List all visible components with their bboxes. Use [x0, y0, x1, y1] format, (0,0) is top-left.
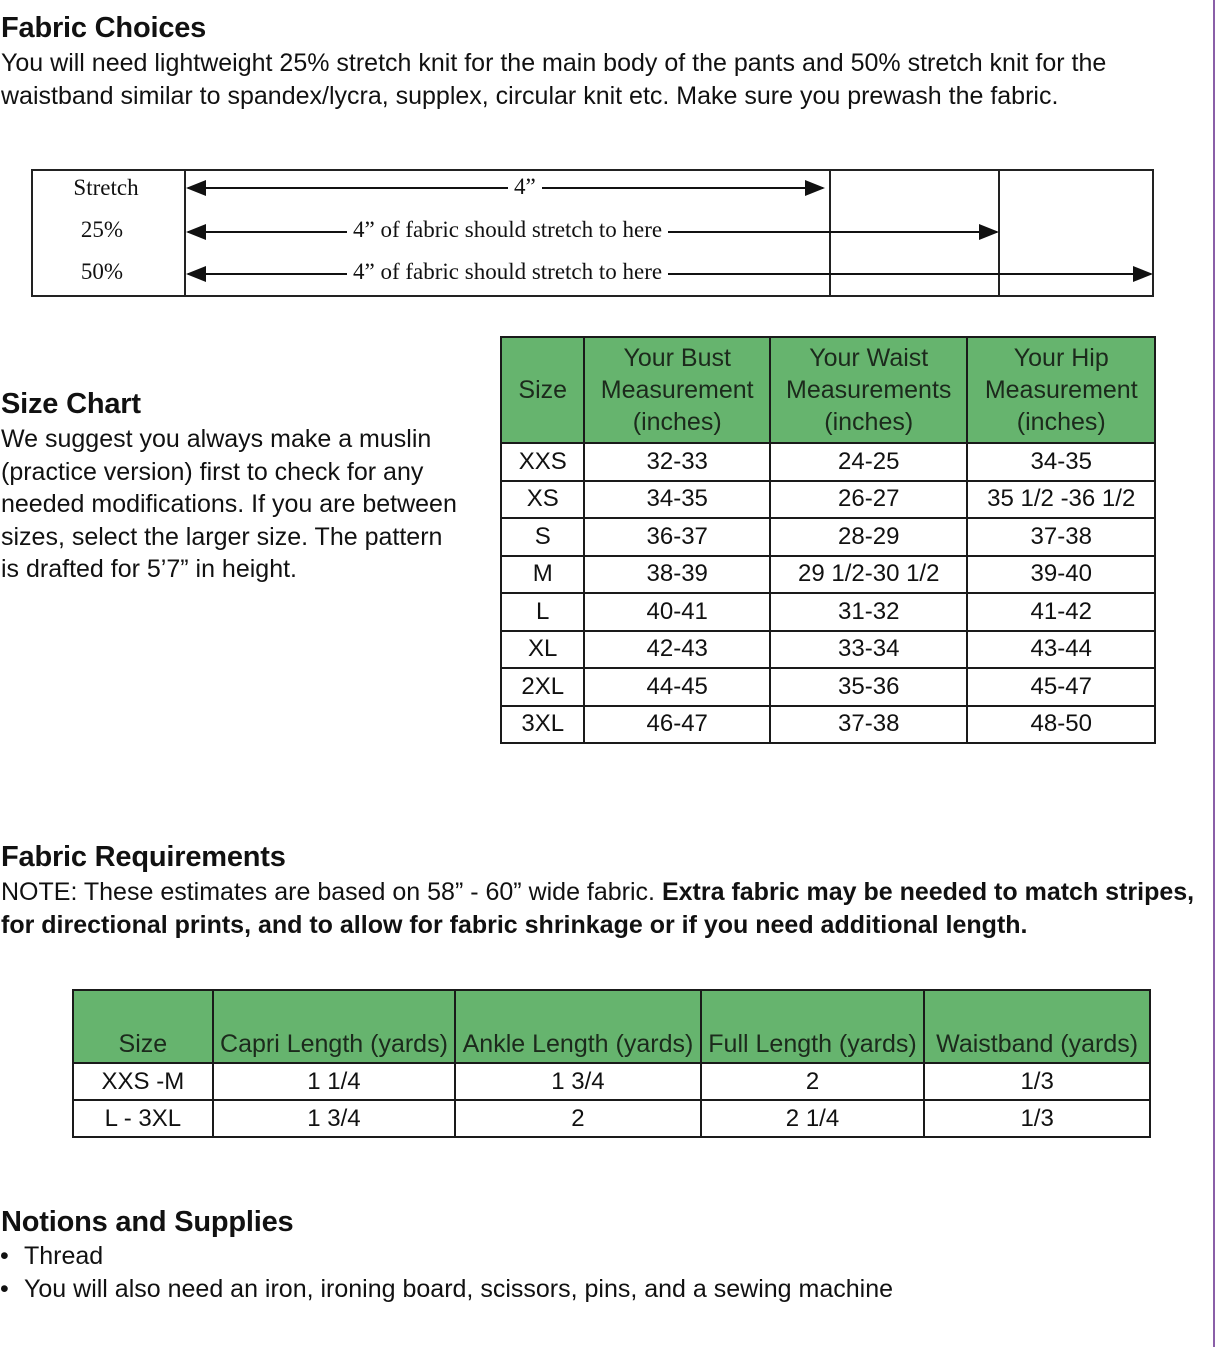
capri-col-header: Capri Length (yards) — [213, 990, 456, 1063]
size-table-row — [501, 556, 1155, 594]
hip-cell: 34-35 — [967, 443, 1155, 481]
fabric-size-col-header: Size — [73, 990, 213, 1063]
size-chart-text: We suggest you always make a muslin (practice version) first to check for any needed modifications. If you are between sizes, select the larger size. The pattern is drafted for 5’7” in height. — [1, 425, 457, 583]
notions-item-text: Thread — [24, 1242, 104, 1270]
size-range-cell: L - 3XL — [73, 1100, 213, 1137]
hip-col-header: Your Hip Measurement (inches) — [967, 337, 1155, 443]
bust-cell: 34-35 — [584, 481, 770, 519]
hip-cell: 37-38 — [967, 518, 1155, 556]
size-table-row — [501, 593, 1155, 631]
size-chart-table — [500, 336, 1156, 744]
stretch-25-text: 4” of fabric should stretch to here — [347, 217, 668, 243]
waist-cell: 31-32 — [770, 593, 968, 631]
bust-cell: 46-47 — [584, 706, 770, 744]
waist-cell: 29 1/2-30 1/2 — [770, 556, 968, 594]
waist-cell: 37-38 — [770, 706, 968, 744]
bust-cell: 40-41 — [584, 593, 770, 631]
size-range-cell: XXS -M — [73, 1063, 213, 1100]
full-cell: 2 — [701, 1063, 925, 1100]
capri-cell: 1 1/4 — [213, 1063, 456, 1100]
size-cell: L — [501, 593, 584, 631]
size-cell: XXS — [501, 443, 584, 481]
waist-cell: 28-29 — [770, 518, 968, 556]
waistband-col-header: Waistband (yards) — [924, 990, 1150, 1063]
note-regular-text: NOTE: These estimates are based on 58” - 60” wide fabric. — [1, 878, 656, 906]
hip-cell: 45-47 — [967, 668, 1155, 706]
stretch-guide-diagram — [31, 169, 1154, 297]
stretch-row-label: Stretch — [73, 175, 139, 200]
hip-cell: 48-50 — [967, 706, 1155, 744]
capri-cell: 1 3/4 — [213, 1100, 456, 1137]
waist-cell: 24-25 — [770, 443, 968, 481]
size-cell: XL — [501, 631, 584, 669]
waistband-cell: 1/3 — [924, 1100, 1150, 1137]
stretch-50-label: 50% — [80, 259, 124, 284]
size-cell: M — [501, 556, 584, 594]
size-cell: S — [501, 518, 584, 556]
ankle-col-header: Ankle Length (yards) — [455, 990, 701, 1063]
notions-item-text: You will also need an iron, ironing board, scissors, pins, and a sewing machine — [24, 1275, 894, 1303]
notions-list — [0, 1240, 893, 1306]
size-table-row — [501, 706, 1155, 744]
waistband-cell: 1/3 — [924, 1063, 1150, 1100]
hip-cell: 43-44 — [967, 631, 1155, 669]
notions-list-item — [0, 1240, 893, 1273]
fabric-choices-text: You will need lightweight 25% stretch knit for the main body of the pants and 50% stretch knit for the waistband similar to spandex/lycra, supplex, circular knit etc. Make sure you prewash the fabric. — [1, 49, 1107, 110]
page-edge-rule — [1213, 0, 1215, 1347]
notions-list-item — [0, 1273, 893, 1306]
size-chart-heading: Size Chart — [1, 388, 141, 420]
bust-cell: 42-43 — [584, 631, 770, 669]
fabric-requirements-note — [1, 876, 1216, 941]
fabric-requirements-heading: Fabric Requirements — [1, 841, 286, 873]
stretch-4in-text: 4” — [508, 174, 542, 200]
waist-cell: 26-27 — [770, 481, 968, 519]
waist-cell: 33-34 — [770, 631, 968, 669]
hip-cell: 41-42 — [967, 593, 1155, 631]
full-cell: 2 1/4 — [701, 1100, 925, 1137]
bullet-icon: • — [0, 1275, 9, 1303]
ankle-cell: 1 3/4 — [455, 1063, 701, 1100]
size-cell: 3XL — [501, 706, 584, 744]
fabric-requirements-table — [72, 989, 1151, 1138]
ankle-cell: 2 — [455, 1100, 701, 1137]
size-cell: XS — [501, 481, 584, 519]
hip-cell: 39-40 — [967, 556, 1155, 594]
full-col-header: Full Length (yards) — [701, 990, 925, 1063]
fabric-table-row — [73, 1063, 1150, 1100]
note-bold-text: Extra fabric may be needed to match stripes, for directional prints, and to allow for fabric shrinkage or if you need additional length. — [1, 878, 1195, 939]
bullet-icon: • — [0, 1242, 9, 1270]
stretch-25-label: 25% — [80, 217, 124, 242]
notions-heading: Notions and Supplies — [1, 1206, 294, 1238]
size-table-row — [501, 631, 1155, 669]
waist-col-header: Your Waist Measurements (inches) — [770, 337, 968, 443]
hip-cell: 35 1/2 -36 1/2 — [967, 481, 1155, 519]
bust-cell: 44-45 — [584, 668, 770, 706]
bust-cell: 32-33 — [584, 443, 770, 481]
fabric-table-row — [73, 1100, 1150, 1137]
bust-cell: 38-39 — [584, 556, 770, 594]
size-col-header: Size — [501, 337, 584, 443]
fabric-table-header-row — [73, 990, 1150, 1063]
size-table-row — [501, 668, 1155, 706]
size-table-row — [501, 481, 1155, 519]
bust-cell: 36-37 — [584, 518, 770, 556]
stretch-50-text: 4” of fabric should stretch to here — [347, 259, 668, 285]
bust-col-header: Your Bust Measurement (inches) — [584, 337, 770, 443]
size-table-row — [501, 518, 1155, 556]
size-table-row — [501, 443, 1155, 481]
waist-cell: 35-36 — [770, 668, 968, 706]
size-cell: 2XL — [501, 668, 584, 706]
size-table-header-row — [501, 337, 1155, 443]
fabric-choices-heading: Fabric Choices — [1, 12, 207, 44]
